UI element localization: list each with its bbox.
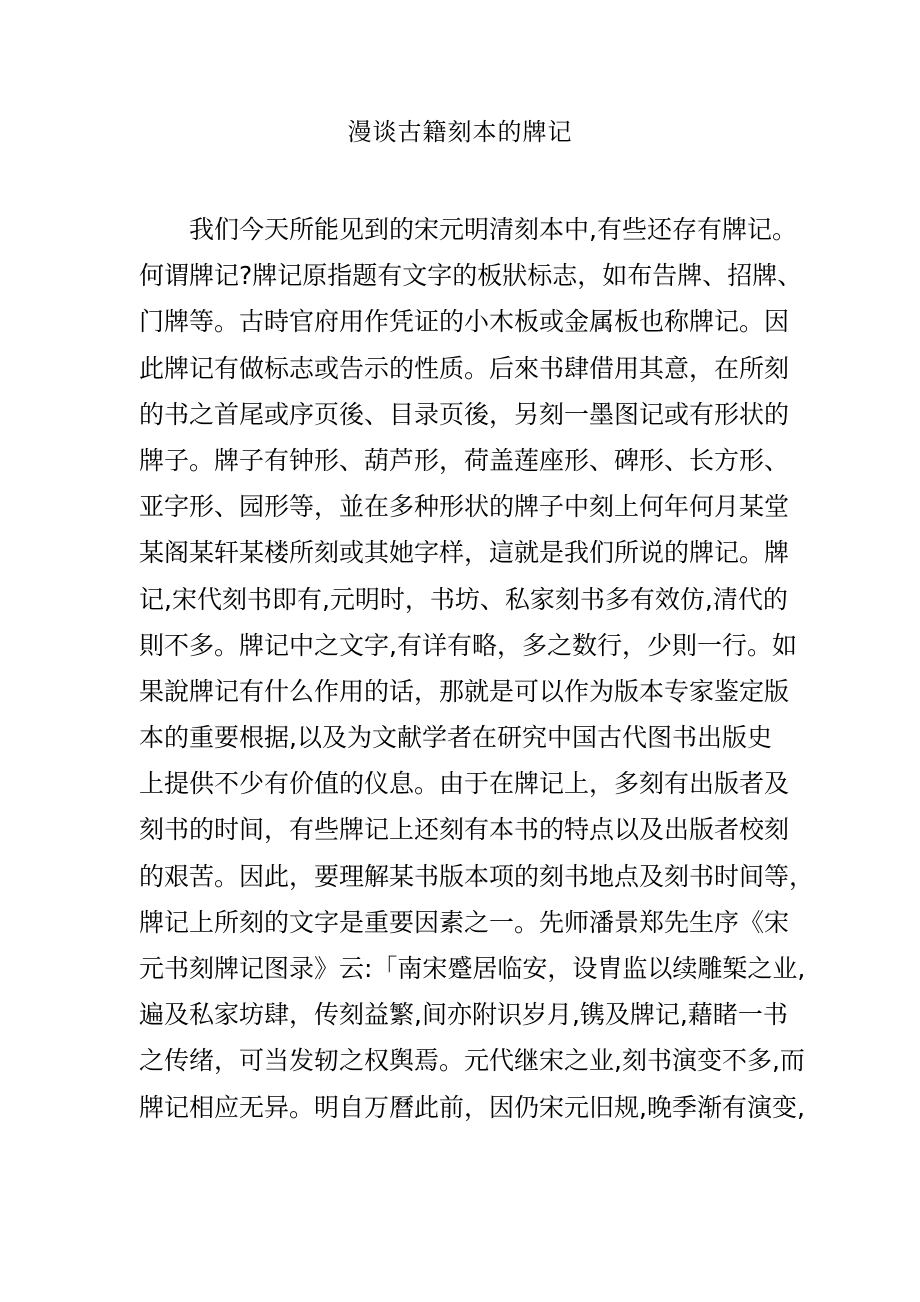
text-line: 的艰苦。因此，要理解某书版本项的刻书地点及刻书时间等， [139,861,815,891]
text-line: 何谓牌记?牌记原指题有文字的板狀标志，如布告牌、招牌、 [139,261,803,291]
text-line: 牌记相应无异。明自万曆此前，因仍宋元旧规,晚季渐有演变, [139,1092,805,1122]
text-line: 记,宋代刻书即有,元明时，书坊、私家刻书多有效仿,清代的 [139,584,788,614]
text-line: 的书之首尾或序页後、目录页後，另刻一墨图记或有形状的 [139,399,790,429]
text-line: 我们今天所能见到的宋元明清刻本中,有些还存有牌记。 [189,215,797,244]
document-body [139,207,815,1131]
text-line: 元书刻牌记图录》云:「南宋蹙居临安，设胄监以续雕椠之业, [139,954,806,983]
text-line: 牌子。牌子有钟形、葫芦形，荷盖莲座形、碑形、长方形、 [139,445,790,475]
document-title: 漫谈古籍刻本的牌记 [347,118,573,146]
text-line: 某阁某轩某楼所刻或其她字样，這就是我们所说的牌记。牌 [139,538,790,568]
text-line: 本的重要根据,以及为文献学者在研究中国古代图书出版史 [139,723,772,753]
text-line: 果說牌记有什么作用的话，那就是可以作为版本专家鉴定版 [139,676,790,706]
text-line: 上提供不少有价值的仪息。由于在牌记上，多刻有出版者及 [139,769,790,799]
text-line: 门牌等。古時官府用作凭证的小木板或金属板也称牌记。因 [139,307,790,337]
text-line: 此牌记有做标志或告示的性质。后來书肆借用其意，在所刻 [139,353,790,383]
text-line: 之传绪，可当发轫之权舆焉。元代继宋之业,刻书演变不多,而 [139,1046,805,1076]
text-line: 牌记上所刻的文字是重要因素之一。先师潘景郑先生序《宋 [139,907,790,937]
text-line: 刻书的时间，有些牌记上还刻有本书的特点以及出版者校刻 [139,815,790,845]
text-line: 遍及私家坊肆，传刻益繁,间亦附识岁月,镌及牌记,藉睹一书 [139,1000,788,1030]
text-line: 則不多。牌记中之文字,有详有略，多之数行，少則一行。如 [139,630,797,660]
text-line: 亚字形、园形等，並在多种形状的牌子中刻上何年何月某堂 [139,492,790,522]
